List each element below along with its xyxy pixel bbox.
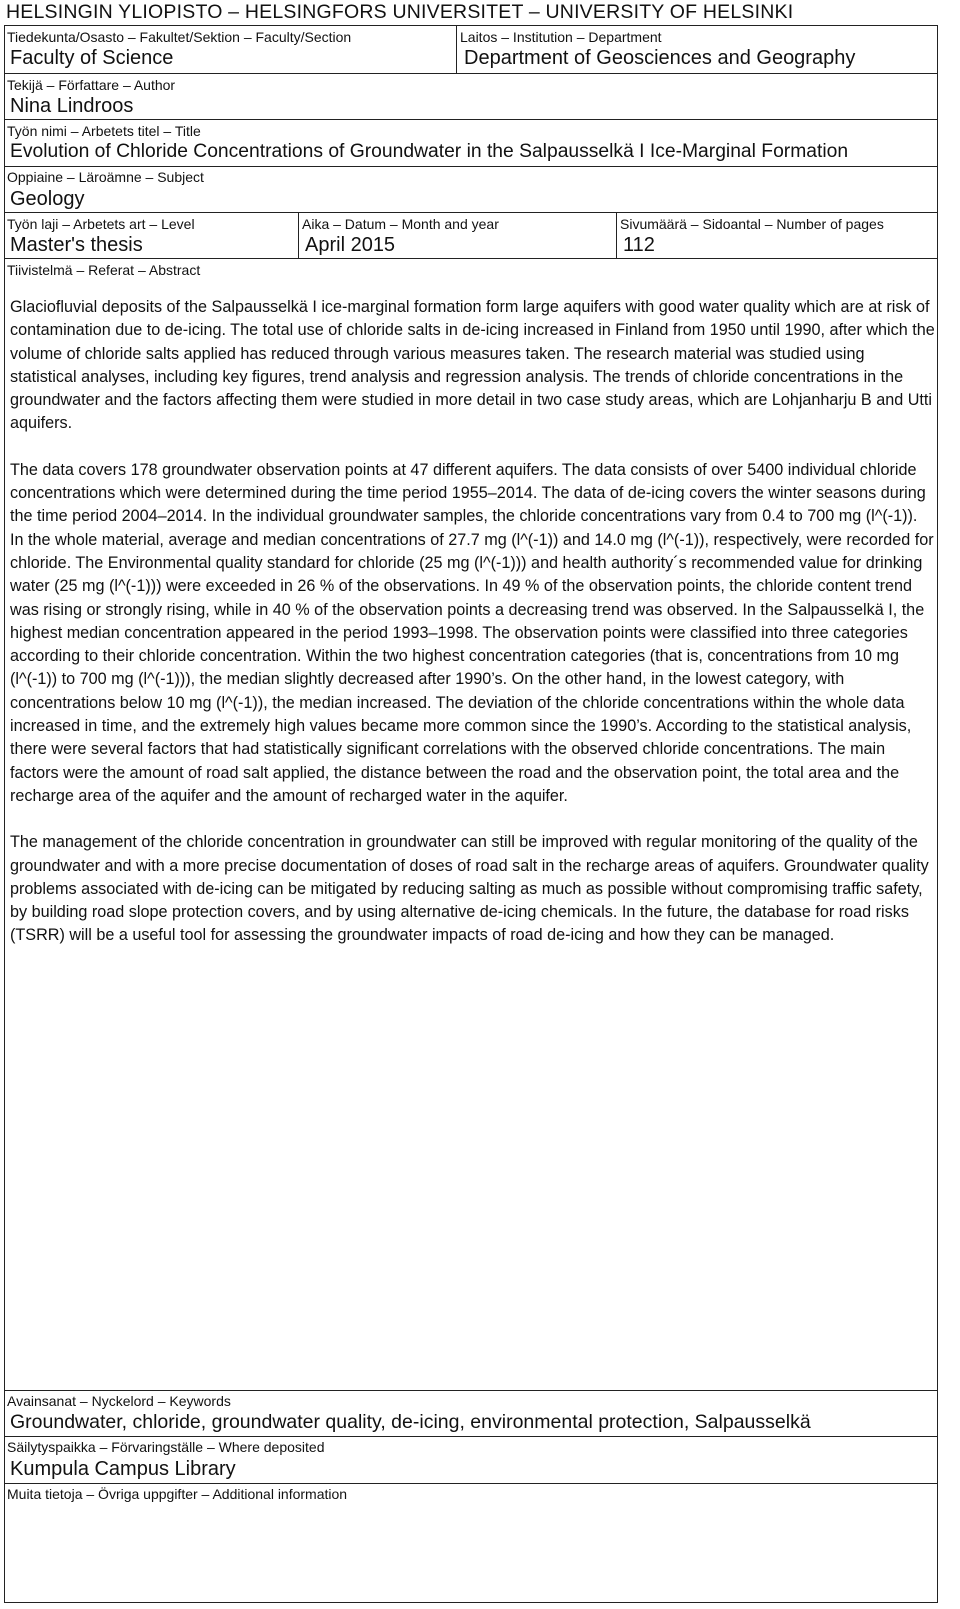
university-header: HELSINGIN YLIOPISTO – HELSINGFORS UNIVERSITET – UNIVERSITY OF HELSINKI	[6, 1, 794, 23]
abstract-body	[10, 296, 935, 971]
deposited-value: Kumpula Campus Library	[10, 1458, 236, 1480]
level-value: Master's thesis	[10, 234, 143, 256]
abstract-paragraph: Glaciofluvial deposits of the Salpausselkä I ice-marginal formation form large aquifers with good water quality which are at risk of contamination due to de-icing. The total use of chloride salts in de-icing increased in Finland from 1950 until 1990, after which the volume of chloride salts applied has reduced through various measures taken. The research material was studied using statistical analyses, including key figures, trend analysis and regression analysis. The trends of chloride concentrations in the groundwater and the factors affecting them were studied in more detail in two case study areas, which are Lohjanharju B and Utti aquifers.	[10, 298, 935, 433]
subject-label: Oppiaine – Läroämne – Subject	[7, 169, 204, 185]
author-value: Nina Lindroos	[10, 95, 134, 117]
department-label: Laitos – Institution – Department	[460, 29, 662, 45]
faculty-label: Tiedekunta/Osasto – Fakultet/Sektion – Faculty/Section	[7, 29, 352, 45]
date-label: Aika – Datum – Month and year	[302, 216, 499, 232]
abstract-form	[4, 25, 938, 1603]
level-label: Työn laji – Arbetets art – Level	[7, 216, 195, 232]
keywords-label: Avainsanat – Nyckelord – Keywords	[7, 1393, 231, 1409]
abstract-label: Tiivistelmä – Referat – Abstract	[7, 262, 201, 278]
pages-value: 112	[623, 234, 655, 256]
faculty-divider	[456, 26, 457, 73]
subject-value: Geology	[10, 188, 85, 210]
department-value: Department of Geosciences and Geography	[464, 47, 856, 69]
title-label: Työn nimi – Arbetets titel – Title	[7, 123, 201, 139]
thesis-title: Evolution of Chloride Concentrations of Groundwater in the Salpausselkä I Ice-Marginal Formation	[10, 141, 849, 162]
abstract-paragraph: The data covers 178 groundwater observation points at 47 different aquifers. The data consists of over 5400 individual chloride concentrations which were determined during the time period 1955–2014. The data of de-icing covers the winter seasons during the time period 2004–2014. In the individual groundwater samples, the chloride concentrations vary from 0.4 to 700 mg (l^(-1)). In the whole material, average and median concentrations of 27.7 mg (l^(-1)) and 14.0 mg (l^(-1)), respectively, were recorded for chloride. The Environmental quality standard for chloride (25 mg (l^(-1))) and health authority´s recommended value for drinking water (25 mg (l^(-1))) were exceeded in 26 % of the observations. In 49 % of the observation points, the chloride content trend was rising or strongly rising, while in 40 % of the observation points a decreasing trend was observed. In the Salpausselkä I, the highest median concentration appeared in the period 1993–1998. The observation points were classified into three categories according to their chloride concentration. Within the two highest concentration categories (that is, concentrations from 10 mg (l^(-1)) to 700 mg (l^(-1))), the median slightly decreased after 1990’s. On the other hand, in the lowest category, with concentrations below 10 mg (l^(-1)), the median increased. The deviation of the chloride concentrations within the whole data increased in time, and the extremely high values became more common since the 1990’s. According to the statistical analysis, there were several factors that had statistically significant correlations with the observed chloride concentrations. The main factors were the amount of road salt applied, the distance between the road and the observation point, the total area and the recharge area of the aquifer and the amount of recharged water in the aquifer.	[10, 460, 934, 805]
abstract-paragraph: The management of the chloride concentration in groundwater can still be improved with regular monitoring of the quality of the groundwater and with a more precise documentation of doses of road salt in the recharge areas of aquifers. Groundwater quality problems associated with de-icing can be mitigated by reducing salting as much as possible without compromising traffic safety, by building road slope protection covers, and by using alternative de-icing chemicals. In the future, the database for road risks (TSRR) will be a useful tool for assessing the groundwater impacts of road de-icing and how they can be managed.	[10, 833, 929, 945]
pages-label: Sivumäärä – Sidoantal – Number of pages	[620, 216, 884, 232]
keywords-value: Groundwater, chloride, groundwater quality, de-icing, environmental protection, Salpausselkä	[10, 1411, 811, 1433]
author-label: Tekijä – Författare – Author	[7, 77, 176, 93]
additional-info-label: Muita tietoja – Övriga uppgifter – Additional information	[7, 1486, 348, 1502]
faculty-value: Faculty of Science	[10, 47, 174, 69]
deposited-label: Säilytyspaikka – Förvaringställe – Where deposited	[7, 1439, 325, 1455]
date-value: April 2015	[305, 234, 396, 256]
